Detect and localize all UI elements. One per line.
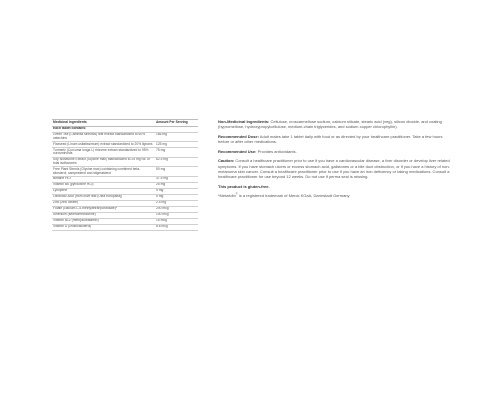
ingredients-table [52, 119, 198, 231]
ingredient-name: Vitamin D (cholecalciferol) [52, 224, 155, 230]
ingredient-amount: 5 mg [155, 188, 198, 194]
table-row [52, 167, 198, 177]
ingredient-name: Selenium (selenomethionine) [52, 212, 155, 218]
caution-text: Consult a healthcare practitioner prior to use if you have a cardiovascular disease, a liver disorder or develop liver related symptoms. If you have stomach ulcers or excess stomach acid, gallstones or a bile duct obstruction, or if you have a history of non-melanoma skin cancer. Consult a healthcare practitioner prior to use if you have an iron deficiency or taking medications. Consult a healthcare practitioner for use beyond 12 weeks. Do not use if perma seal is missing. [218, 158, 450, 180]
ingredient-name: Oleanolic Acid (from olive leaf [Olea europaea]) [52, 194, 155, 200]
ingredient-amount: 166 mg [155, 132, 198, 142]
caution-label: Caution: [218, 158, 235, 164]
trademark-text: is a registered trademark of Merck KGaA, Darmstadt Germany [237, 193, 350, 199]
header-ingredients: Medicinal Ingredients [52, 120, 155, 127]
caution-paragraph [218, 158, 450, 179]
ingredient-amount: 15 mcg [155, 218, 198, 224]
use-label: Recommended Use: [218, 148, 257, 154]
ingredient-amount: 5 mg [155, 194, 198, 200]
ingredient-name: Soy Isoflavone Extract (Glycine max) standardized to 25 mg NE of total isoflavones [52, 157, 155, 167]
non-medicinal-text: Cellulose, croscarmellose sodium, calcium silicate, stearic acid (veg), silicon dioxide, and coating (hypromellose, hydroxypropylcellulose, medium-chain triglycerides, and sodium copper chlorophyllin). [218, 119, 442, 130]
ingredient-name: Free Plant Sterols (Glycine max) containing combined beta-sitosterol, campesterol and stigmasterol [52, 167, 155, 177]
table-row [52, 224, 198, 230]
table-header-row [52, 120, 198, 127]
ingredient-name: Flaxseed (Linum usitatissimum) extract standardized to 20% lignans [52, 142, 155, 148]
ingredient-amount: 25 mg [155, 182, 198, 188]
ingredient-name: Betaine HCl [52, 176, 155, 182]
ingredient-amount: 125 mg [155, 142, 198, 148]
dose-paragraph [218, 134, 450, 145]
ingredient-name: Folate (calcium L-5-methyltetrahydrofolate)* [52, 206, 155, 212]
ingredient-name: Lycopene [52, 188, 155, 194]
product-info [218, 119, 450, 203]
ingredient-name: Turmeric (Curcuma longa L) rhizome extract standardized to 95% curcuminoids [52, 148, 155, 158]
ingredient-amount: 200 mcg [155, 206, 198, 212]
section-label: Each tablet contains: [52, 126, 155, 132]
use-paragraph [218, 149, 450, 154]
ingredient-amount: 8.6 mcg [155, 224, 198, 230]
dose-text: Adult males take 1 tablet daily with food or as directed by your healthcare practitioner. Take a few hours before or after other medications. [218, 133, 443, 145]
ingredient-name: Vitamin B12 (methylcobalamin) [52, 218, 155, 224]
ingredient-name: Green Tea (Camellia sinensis) leaf extract standardized to 60% catechins [52, 132, 155, 142]
dose-label: Recommended Dose: [218, 133, 259, 139]
non-medicinal-paragraph [218, 119, 450, 130]
ingredient-amount: 75 mg [155, 148, 198, 158]
ingredient-amount: 100 mcg [155, 212, 198, 218]
gluten-free-paragraph [218, 184, 450, 189]
trademark-paragraph [218, 193, 450, 198]
ingredient-name: Vitamin B6 (pyridoxine HCl) [52, 182, 155, 188]
ingredient-amount: 50 mg [155, 167, 198, 177]
table-row [52, 157, 198, 167]
ingredient-amount: 2.5 mg [155, 200, 198, 206]
table-row [52, 148, 198, 158]
trademark-prefix: *Metafolin [218, 193, 236, 199]
ingredient-amount: 62.5 mg [155, 157, 198, 167]
use-text: Provides antioxidants. [257, 148, 297, 154]
header-amount: Amount Per Serving [155, 120, 198, 127]
ingredient-amount: 37.5 mg [155, 176, 198, 182]
non-medicinal-label: Non-Medicinal Ingredients: [218, 119, 270, 124]
ingredient-name: Zinc (zinc citrate) [52, 200, 155, 206]
gluten-free-text: This product is gluten-free. [218, 183, 270, 189]
ingredients-table-container [52, 119, 198, 231]
registered-mark: ® [235, 193, 238, 197]
table-row [52, 132, 198, 142]
